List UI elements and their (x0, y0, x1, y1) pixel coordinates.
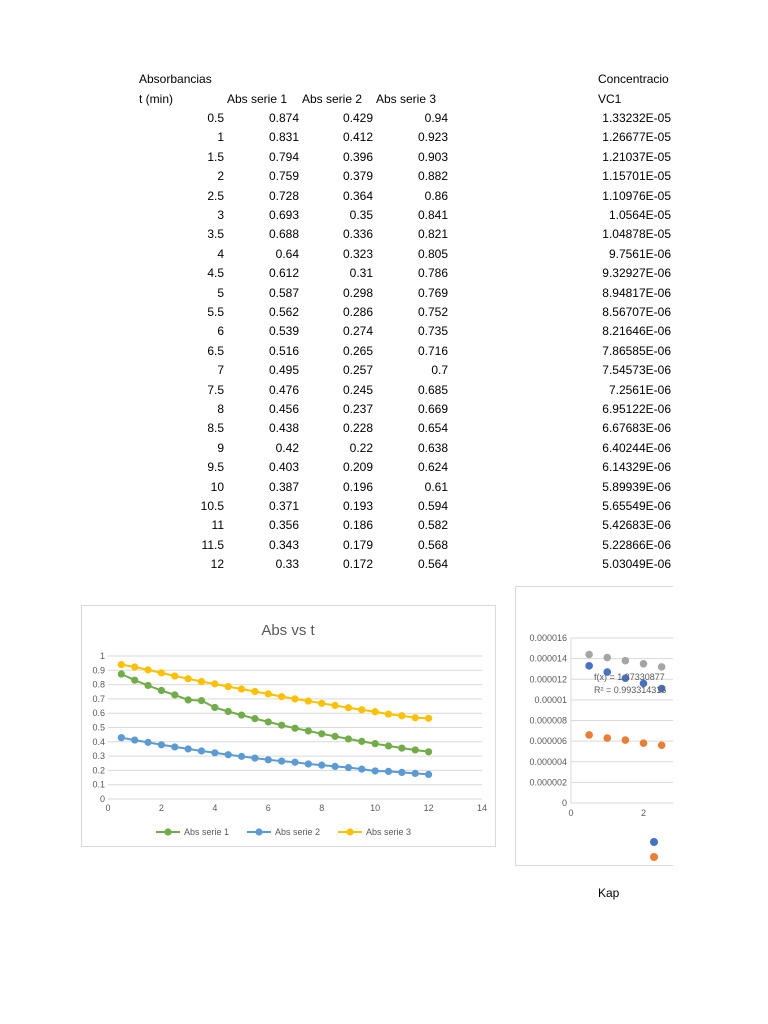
data-point (603, 654, 611, 662)
cell-vc1: 7.2561E-06 (608, 382, 671, 397)
cell-abs-serie-3: 0.821 (417, 227, 448, 242)
data-point (185, 745, 192, 752)
cell-vc1: 6.14329E-06 (602, 460, 671, 475)
cell-t: 2.5 (207, 188, 224, 203)
y-tick-label: 1 (99, 651, 105, 661)
cell-abs-serie-2: 0.298 (342, 285, 373, 300)
data-point (118, 734, 125, 741)
data-point (398, 744, 405, 751)
y-tick-label: 0.2 (92, 765, 105, 776)
cell-vc1: 1.10976E-05 (602, 188, 671, 203)
data-point (198, 678, 205, 685)
data-point (345, 764, 352, 771)
cell-abs-serie-2: 0.323 (342, 246, 373, 261)
data-point (131, 663, 138, 670)
data-point (251, 688, 258, 695)
cell-t: 5 (217, 285, 224, 300)
data-point (425, 748, 432, 755)
cell-vc1: 5.03049E-06 (602, 557, 671, 572)
cell-abs-serie-1: 0.356 (268, 518, 299, 533)
cell-vc1: 9.32927E-06 (602, 266, 671, 281)
cell-abs-serie-1: 0.688 (268, 227, 299, 242)
trendline-equation: f(x) = 1.37330877 (594, 672, 665, 682)
data-point (171, 743, 178, 750)
cell-vc1: 6.95122E-06 (602, 402, 671, 416)
data-point (412, 746, 419, 753)
data-point (331, 702, 338, 709)
cell-abs-serie-3: 0.716 (417, 343, 448, 358)
label-concentracion: Concentracio (598, 72, 669, 86)
cell-abs-serie-1: 0.371 (268, 499, 299, 513)
data-point (372, 767, 379, 774)
data-point (385, 768, 392, 775)
y-tick-label: 0.1 (92, 779, 105, 790)
x-tick-label: 0 (568, 808, 574, 818)
data-point (211, 680, 218, 687)
cell-t: 8.5 (207, 421, 224, 436)
cell-abs-serie-1: 0.33 (275, 557, 299, 572)
cell-abs-serie-1: 0.495 (268, 363, 299, 378)
data-point (144, 666, 151, 673)
cell-t: 11 (211, 518, 224, 533)
x-tick-label: 6 (265, 803, 271, 813)
cell-abs-serie-3: 0.903 (417, 149, 448, 164)
cell-abs-serie-3: 0.638 (417, 440, 448, 455)
legend-marker (346, 828, 353, 835)
cell-abs-serie-3: 0.786 (417, 266, 448, 281)
data-point (640, 739, 648, 747)
cell-vc1: 7.54573E-06 (602, 363, 671, 378)
abs-vs-t-chart-svg (82, 606, 495, 846)
cell-abs-serie-1: 0.343 (268, 537, 299, 552)
data-point (358, 738, 365, 745)
cell-t: 1.5 (207, 149, 224, 164)
cell-abs-serie-1: 0.438 (268, 421, 299, 436)
legend-marker (650, 853, 658, 861)
data-point (331, 763, 338, 770)
cell-abs-serie-2: 0.412 (342, 130, 373, 145)
x-tick-label: 10 (370, 803, 381, 813)
cell-abs-serie-2: 0.35 (349, 208, 373, 222)
data-point (345, 735, 352, 742)
y-tick-label: 0.4 (92, 736, 105, 747)
cell-abs-serie-1: 0.874 (268, 111, 299, 125)
data-point (358, 706, 365, 713)
cell-abs-serie-3: 0.594 (417, 499, 448, 513)
data-point (305, 760, 312, 767)
y-tick-label: 0.000012 (529, 674, 567, 685)
concentration-scatter-chart-svg (516, 587, 673, 865)
cell-abs-serie-2: 0.196 (342, 479, 373, 494)
cell-abs-serie-1: 0.64 (275, 246, 299, 261)
cell-abs-serie-3: 0.654 (417, 421, 448, 436)
cell-abs-serie-1: 0.794 (268, 149, 299, 164)
cell-abs-serie-2: 0.245 (342, 382, 373, 397)
cell-abs-serie-2: 0.286 (342, 305, 373, 319)
data-point (318, 700, 325, 707)
cell-t: 1 (217, 130, 224, 145)
data-point (278, 722, 285, 729)
cell-abs-serie-3: 0.94 (424, 111, 448, 125)
data-point (144, 682, 151, 689)
y-tick-label: 0.6 (92, 708, 105, 719)
data-point (622, 657, 630, 665)
data-point (158, 741, 165, 748)
x-tick-label: 2 (158, 803, 164, 813)
data-point (372, 708, 379, 715)
cell-abs-serie-3: 0.769 (417, 285, 448, 300)
data-point (238, 753, 245, 760)
data-point (198, 747, 205, 754)
cell-vc1: 8.94817E-06 (602, 285, 671, 300)
cell-abs-serie-1: 0.587 (268, 285, 299, 300)
cell-abs-serie-2: 0.364 (342, 188, 373, 203)
label-absorbancias: Absorbancias (139, 72, 212, 86)
x-tick-label: 8 (319, 803, 325, 813)
data-point (131, 677, 138, 684)
cell-abs-serie-2: 0.379 (342, 169, 373, 184)
data-point (331, 733, 338, 740)
legend-label: Abs serie 2 (275, 827, 321, 837)
cell-t: 12 (210, 557, 224, 572)
cell-abs-serie-3: 0.564 (417, 557, 448, 572)
chart-title: Abs vs t (261, 622, 315, 639)
data-point (345, 704, 352, 711)
cell-t: 9 (217, 440, 224, 455)
cell-t: 7 (217, 363, 224, 378)
cell-abs-serie-3: 0.735 (417, 324, 448, 339)
cell-abs-serie-2: 0.274 (342, 324, 373, 339)
data-point (603, 734, 611, 742)
y-tick-label: 0.3 (92, 751, 105, 762)
y-tick-label: 0.00001 (534, 694, 567, 705)
cell-t: 6.5 (207, 343, 224, 358)
cell-abs-serie-1: 0.728 (268, 188, 299, 203)
cell-t: 7.5 (207, 382, 224, 397)
header-abs-serie-2: Abs serie 2 (302, 92, 363, 106)
cell-vc1: 1.26677E-05 (602, 130, 671, 145)
cell-t: 3.5 (207, 227, 224, 242)
data-point (225, 708, 232, 715)
cell-abs-serie-2: 0.265 (342, 343, 373, 358)
data-point (131, 736, 138, 743)
cell-abs-serie-3: 0.923 (417, 130, 448, 145)
y-tick-label: 0.000014 (529, 653, 567, 664)
cell-abs-serie-1: 0.562 (268, 305, 299, 319)
header-abs-serie-1: Abs serie 1 (227, 92, 288, 106)
header-vc1: VC1 (598, 92, 622, 106)
data-point (158, 669, 165, 676)
cell-abs-serie-3: 0.685 (417, 382, 448, 397)
cell-vc1: 5.42683E-06 (602, 518, 671, 533)
header-t: t (min) (139, 92, 173, 106)
cell-abs-serie-3: 0.86 (424, 188, 448, 203)
data-point (278, 758, 285, 765)
data-point (225, 683, 232, 690)
data-point (658, 741, 666, 749)
data-point (425, 715, 432, 722)
data-point (238, 711, 245, 718)
legend-label: Abs serie 1 (184, 827, 230, 837)
data-point (251, 715, 258, 722)
y-tick-label: 0.9 (92, 665, 105, 676)
data-point (251, 755, 258, 762)
x-tick-label: 0 (105, 803, 111, 813)
cell-vc1: 8.21646E-06 (602, 324, 671, 339)
cell-abs-serie-2: 0.186 (342, 518, 373, 533)
cell-vc1: 1.15701E-05 (602, 169, 671, 184)
data-point (291, 725, 298, 732)
cell-t: 9.5 (207, 460, 224, 475)
cell-vc1: 1.21037E-05 (602, 149, 671, 164)
cell-vc1: 8.56707E-06 (602, 305, 671, 319)
data-point (585, 651, 593, 659)
y-tick-label: 0.000004 (529, 756, 567, 767)
cell-abs-serie-3: 0.841 (417, 208, 448, 222)
cell-t: 8 (217, 402, 224, 416)
cell-abs-serie-1: 0.831 (268, 130, 299, 145)
data-point (372, 740, 379, 747)
data-point (640, 660, 648, 668)
cell-vc1: 6.40244E-06 (602, 440, 671, 455)
cell-t: 3 (217, 208, 224, 222)
cell-abs-serie-3: 0.669 (417, 402, 448, 416)
data-point (585, 662, 593, 670)
data-point (185, 675, 192, 682)
cell-t: 10.5 (200, 499, 224, 513)
data-point (658, 663, 666, 671)
data-point (185, 696, 192, 703)
cell-abs-serie-1: 0.612 (268, 266, 299, 281)
cell-t: 11.5 (201, 537, 224, 552)
cell-abs-serie-3: 0.568 (417, 537, 448, 552)
y-tick-label: 0.000006 (529, 736, 567, 747)
cell-abs-serie-2: 0.336 (342, 227, 373, 242)
cell-abs-serie-2: 0.396 (342, 149, 373, 164)
cell-abs-serie-2: 0.209 (342, 460, 373, 475)
cell-abs-serie-1: 0.539 (268, 324, 299, 339)
data-point (622, 736, 630, 744)
cell-t: 10 (210, 479, 224, 494)
y-tick-label: 0.5 (92, 722, 105, 733)
data-point (118, 670, 125, 677)
cell-abs-serie-2: 0.172 (342, 557, 373, 572)
cell-t: 0.5 (207, 111, 224, 125)
data-point (305, 727, 312, 734)
data-point (198, 697, 205, 704)
data-point (265, 690, 272, 697)
data-point (278, 693, 285, 700)
data-point (358, 766, 365, 773)
cell-abs-serie-3: 0.882 (417, 169, 448, 184)
cell-t: 4 (217, 246, 224, 261)
legend-marker (650, 838, 658, 846)
cell-abs-serie-1: 0.456 (268, 402, 299, 416)
data-point (171, 672, 178, 679)
cell-abs-serie-2: 0.237 (342, 402, 373, 416)
cell-abs-serie-2: 0.179 (342, 537, 373, 552)
data-point (238, 685, 245, 692)
cell-abs-serie-2: 0.429 (342, 111, 373, 125)
cell-abs-serie-2: 0.31 (349, 266, 373, 281)
x-tick-label: 12 (423, 803, 434, 813)
data-point (265, 756, 272, 763)
cell-abs-serie-3: 0.61 (424, 479, 448, 494)
cell-abs-serie-1: 0.476 (268, 382, 299, 397)
data-point (412, 770, 419, 777)
x-tick-label: 14 (476, 803, 488, 813)
cell-t: 4.5 (207, 266, 224, 281)
cell-abs-serie-1: 0.759 (268, 169, 299, 184)
data-point (211, 749, 218, 756)
y-tick-label: 0.000016 (529, 633, 567, 643)
data-point (291, 759, 298, 766)
cell-abs-serie-2: 0.228 (342, 421, 373, 436)
cell-abs-serie-2: 0.257 (342, 363, 373, 378)
data-point (318, 730, 325, 737)
data-point (398, 712, 405, 719)
cell-vc1: 5.22866E-06 (602, 537, 671, 552)
abs-vs-t-chart[interactable] (81, 605, 496, 847)
cell-abs-serie-3: 0.7 (431, 363, 448, 378)
data-point (291, 695, 298, 702)
cell-t: 5.5 (207, 305, 224, 319)
cell-vc1: 5.89939E-06 (602, 479, 671, 494)
legend-label: Abs serie 3 (366, 827, 412, 837)
cell-abs-serie-3: 0.624 (417, 460, 448, 475)
cell-vc1: 7.86585E-06 (602, 343, 671, 358)
cell-vc1: 9.7561E-06 (608, 246, 671, 261)
data-point (318, 762, 325, 769)
cell-vc1: 1.0564E-05 (608, 208, 671, 222)
cell-abs-serie-2: 0.193 (342, 499, 373, 513)
cell-vc1: 1.33232E-05 (602, 111, 671, 125)
concentration-scatter-chart[interactable] (515, 586, 673, 866)
y-tick-label: 0.8 (92, 679, 105, 690)
data-point (385, 742, 392, 749)
cell-vc1: 6.67683E-06 (602, 421, 671, 436)
cell-abs-serie-1: 0.387 (268, 479, 299, 494)
trendline-r-squared: R² = 0.993314315 (594, 685, 667, 695)
cell-abs-serie-3: 0.805 (417, 246, 448, 261)
label-kap: Kap (598, 886, 620, 900)
x-tick-label: 2 (640, 808, 647, 818)
legend-marker (255, 828, 262, 835)
data-point (171, 691, 178, 698)
cell-abs-serie-3: 0.582 (417, 518, 448, 533)
cell-abs-serie-1: 0.516 (268, 343, 299, 358)
legend-marker (164, 828, 171, 835)
x-tick-label: 4 (212, 803, 218, 813)
data-point (211, 704, 218, 711)
cell-abs-serie-3: 0.752 (417, 305, 448, 319)
data-point (585, 731, 593, 739)
data-point (144, 739, 151, 746)
cell-vc1: 1.04878E-05 (602, 227, 671, 242)
header-abs-serie-3: Abs serie 3 (376, 92, 437, 106)
data-point (158, 687, 165, 694)
cell-t: 6 (217, 324, 224, 339)
data-point (305, 697, 312, 704)
cell-abs-serie-1: 0.403 (268, 460, 299, 475)
y-tick-label: 0.7 (92, 693, 105, 704)
data-point (265, 718, 272, 725)
y-tick-label: 0.000008 (529, 715, 567, 726)
cell-abs-serie-2: 0.22 (349, 440, 373, 455)
cell-abs-serie-1: 0.42 (275, 440, 299, 455)
cell-vc1: 5.65549E-06 (602, 499, 671, 513)
y-tick-label: 0 (99, 794, 105, 804)
data-point (412, 714, 419, 721)
cell-abs-serie-1: 0.693 (268, 208, 299, 222)
data-point (225, 751, 232, 758)
data-point (425, 771, 432, 778)
y-tick-label: 0.000002 (529, 777, 567, 788)
cell-t: 2 (217, 169, 224, 184)
data-point (385, 710, 392, 717)
y-tick-label: 0 (561, 798, 567, 808)
data-point (398, 769, 405, 776)
data-point (118, 661, 125, 668)
